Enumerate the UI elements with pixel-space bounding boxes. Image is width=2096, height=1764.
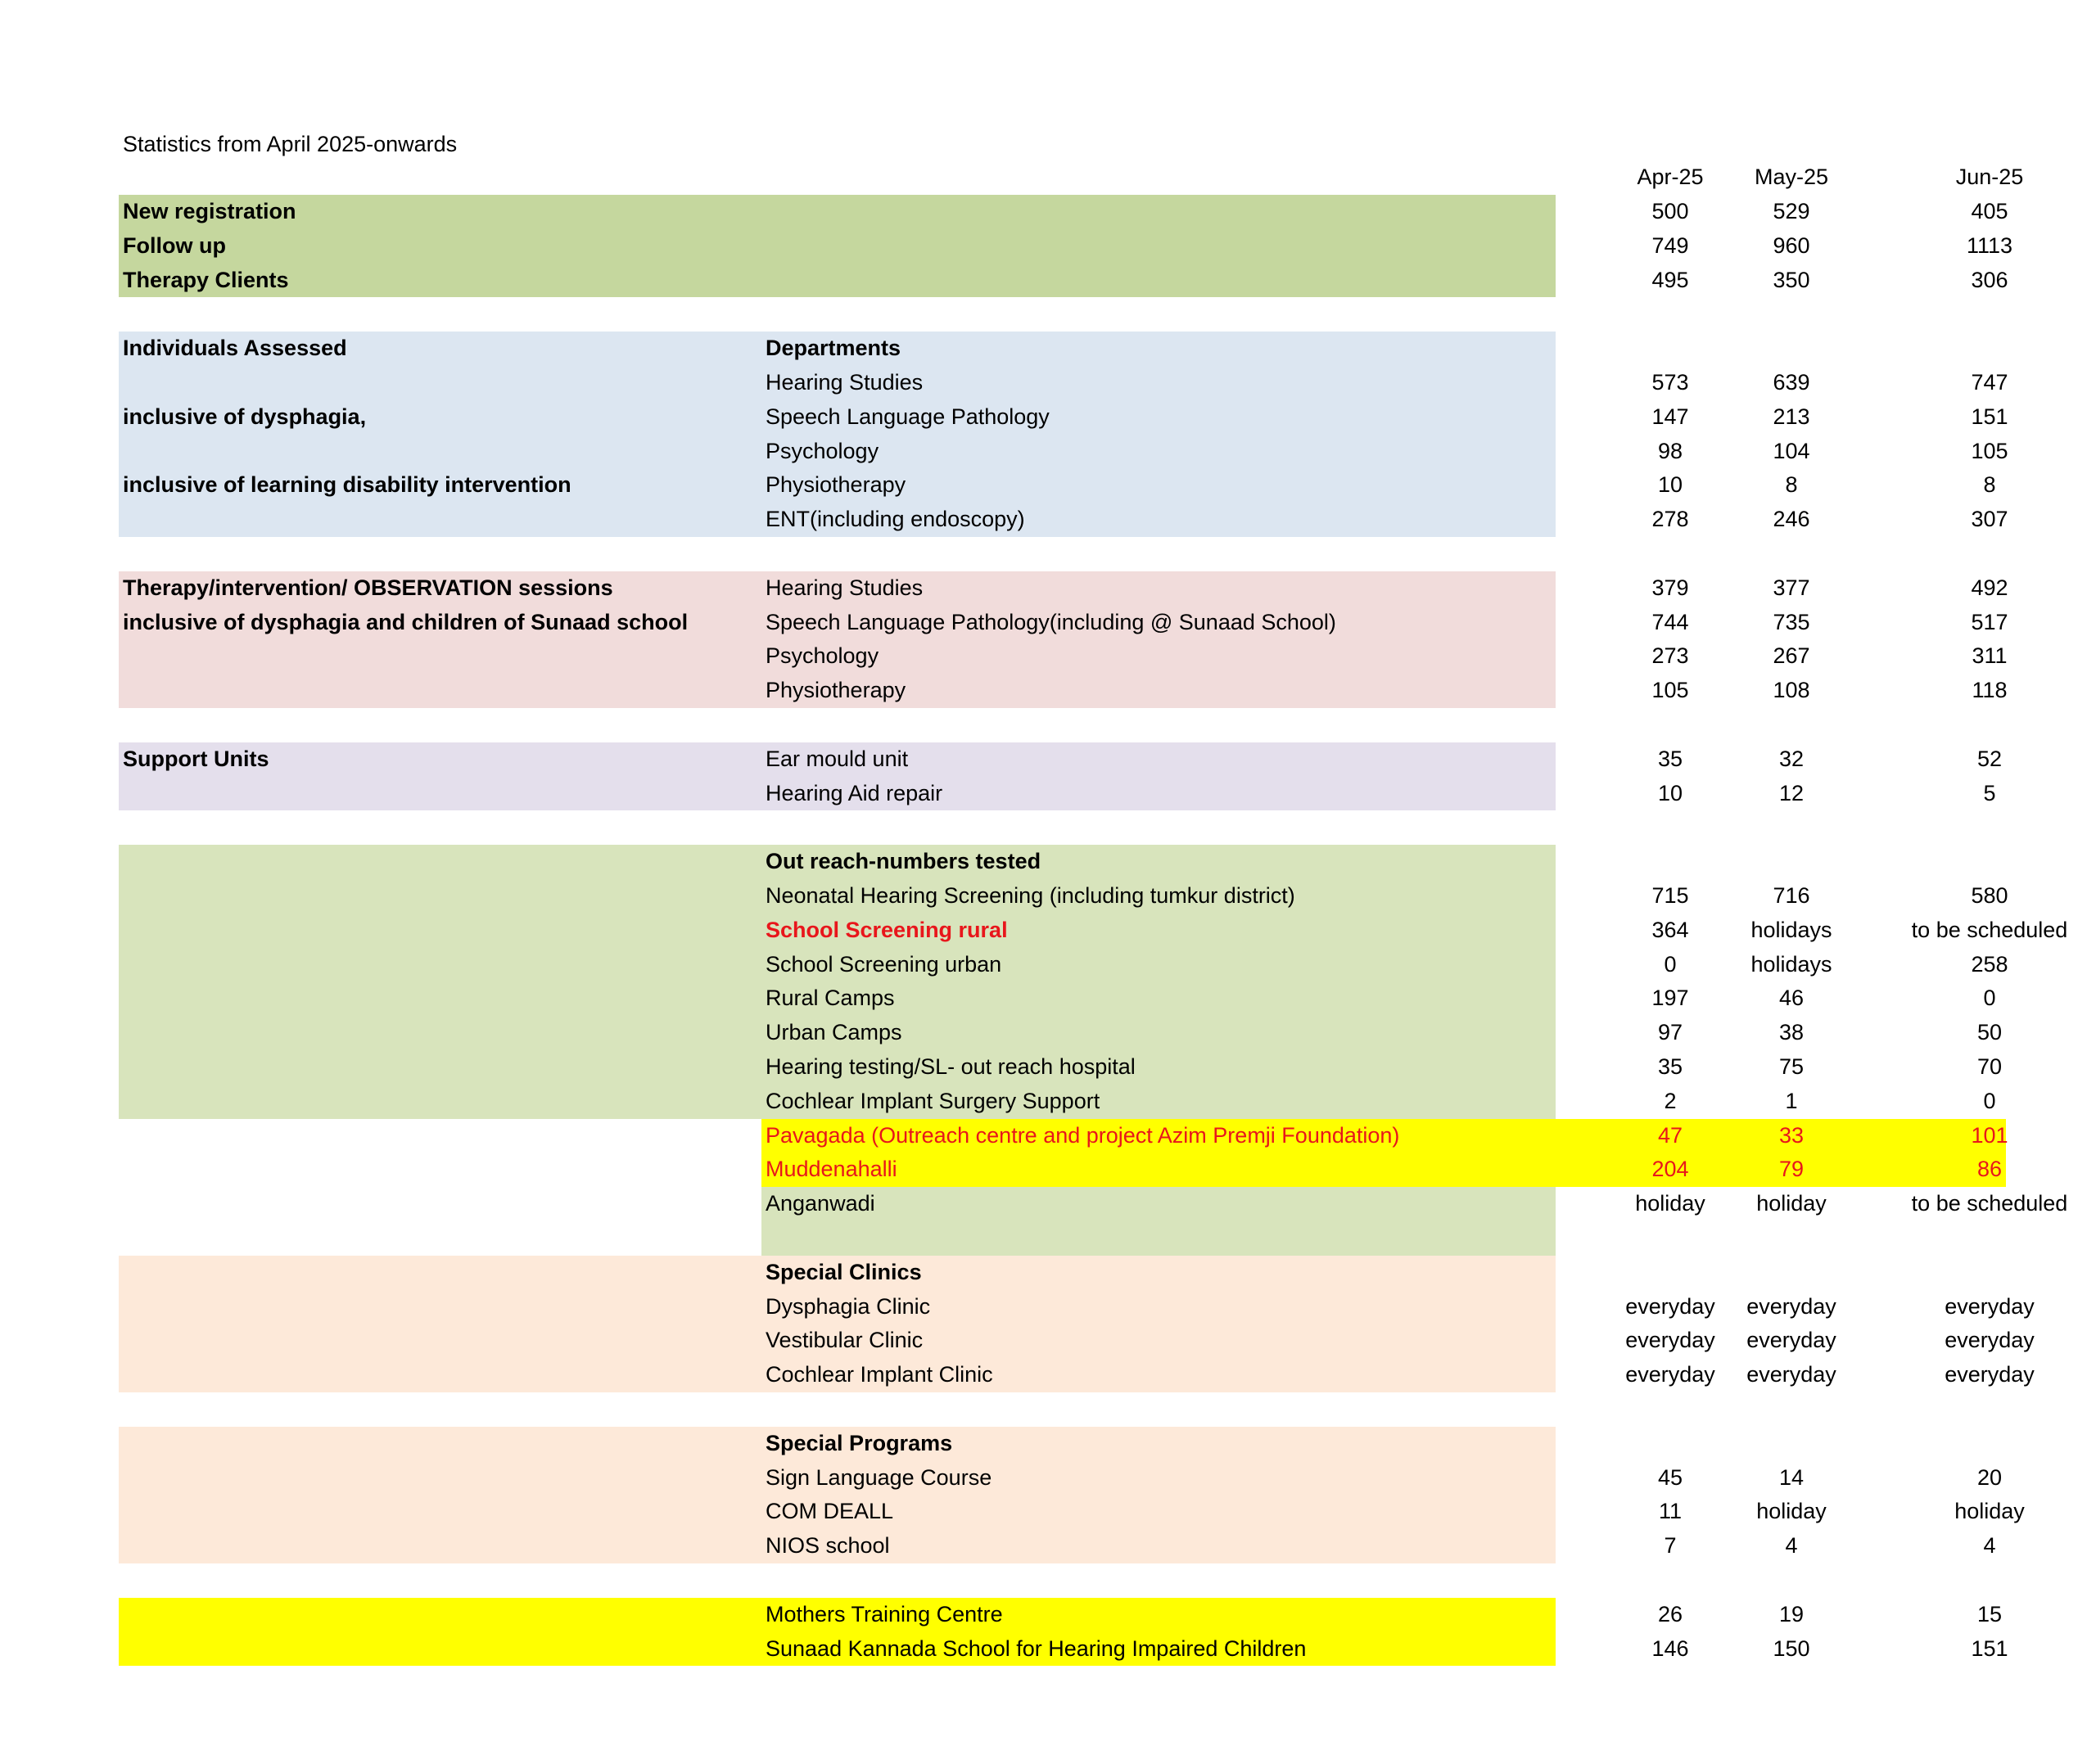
row-label: Physiotherapy [766,472,906,498]
row-value: 735 [1773,609,1810,634]
row-value: everyday [1945,1328,2035,1353]
row-value: 0 [1983,986,1996,1011]
row-value: to be scheduled [1911,917,2068,942]
row-label: Sign Language Course [766,1464,992,1490]
row-value: 204 [1651,1157,1689,1182]
row-value: 79 [1778,1157,1805,1182]
row-value: 19 [1778,1601,1805,1626]
row-value: everyday [1625,1293,1715,1319]
row-value: 273 [1651,643,1689,669]
row-value: 7 [1664,1533,1677,1559]
row-category: inclusive of learning disability intervention [123,472,571,498]
row-value: holiday [1756,1499,1827,1524]
row-value: 258 [1971,951,2008,977]
row-label: Psychology [766,438,879,463]
row-value: 307 [1971,507,2008,532]
row-label: Hearing Aid repair [766,780,943,805]
row-label: Ear mould unit [766,746,909,771]
row-value: 26 [1657,1601,1683,1626]
row-value: 529 [1773,199,1810,223]
row-value: holiday [1635,1191,1705,1216]
row-label: Cochlear Implant Surgery Support [766,1088,1100,1113]
row-label: ENT(including endoscopy) [766,507,1025,532]
row-value: 11 [1658,1499,1683,1524]
row-value: 0 [1664,951,1677,977]
row-value: 33 [1778,1122,1805,1148]
row-label: School Screening urban [766,951,1002,977]
row-label: Cochlear Implant Clinic [766,1362,993,1387]
row-label: Out reach-numbers tested [766,849,1041,874]
row-value: 150 [1773,1635,1810,1661]
row-value: 350 [1773,267,1810,292]
row-value: 118 [1972,678,2008,703]
row-value: 749 [1651,232,1689,258]
row-label: Psychology [766,643,879,669]
row-value: 105 [1971,438,2008,463]
row-value: 747 [1971,370,2008,395]
row-category: inclusive of dysphagia, [123,404,367,429]
row-value: 45 [1657,1464,1683,1490]
row-value: 580 [1971,883,2008,908]
row-value: 4 [1785,1533,1798,1559]
row-category: Support Units [123,746,269,771]
row-value: 267 [1773,643,1810,669]
row-value: 1113 [1966,232,2013,258]
row-label: School Screening rural [766,917,1008,942]
row-value: 35 [1657,746,1683,771]
row-category: Therapy/intervention/ OBSERVATION sessions [123,575,613,600]
row-value: 108 [1773,678,1810,703]
row-label: Hearing Studies [766,370,924,395]
band-outreach-anganwadi [761,1187,1556,1256]
row-value: holiday [1756,1191,1827,1216]
row-value: 2 [1664,1088,1677,1113]
row-value: 246 [1773,507,1810,532]
row-value: 495 [1651,267,1689,292]
row-label: Special Clinics [766,1259,922,1284]
row-value: 75 [1778,1054,1805,1079]
row-value: 4 [1983,1533,1996,1559]
row-label: Neonatal Hearing Screening (including tumkur district) [766,883,1295,908]
row-value: 573 [1651,370,1689,395]
row-value: 1 [1785,1088,1798,1113]
row-label: Hearing testing/SL- out reach hospital [766,1054,1136,1079]
row-value: 86 [1976,1157,2003,1182]
row-value: 492 [1971,575,2008,600]
row-category: Follow up [123,232,226,258]
row-value: 364 [1651,917,1689,942]
row-value: 716 [1773,883,1810,908]
month-header: May-25 [1754,165,1829,189]
row-value: holidays [1750,951,1832,977]
row-value: everyday [1746,1293,1836,1319]
row-value: to be scheduled [1911,1191,2068,1216]
row-label: Speech Language Pathology(including @ Sunaad School) [766,609,1336,634]
row-label: Anganwadi [766,1191,875,1216]
row-category: New registration [123,199,296,223]
row-value: everyday [1625,1362,1715,1387]
row-value: 405 [1971,199,2008,223]
row-value: 14 [1778,1464,1805,1490]
row-label: Sunaad Kannada School for Hearing Impaired Children [766,1635,1307,1661]
row-value: 98 [1657,438,1683,463]
row-value: everyday [1945,1362,2035,1387]
row-label: Dysphagia Clinic [766,1293,931,1319]
row-value: 8 [1983,472,1996,498]
row-value: everyday [1625,1328,1715,1353]
row-label: Mothers Training Centre [766,1601,1003,1626]
row-value: 639 [1773,370,1810,395]
row-value: everyday [1945,1293,2035,1319]
row-category: Individuals Assessed [123,336,347,361]
row-category: inclusive of dysphagia and children of Sunaad school [123,609,689,634]
row-value: 47 [1657,1122,1683,1148]
row-value: 960 [1773,232,1810,258]
row-label: Muddenahalli [766,1157,897,1182]
row-value: 38 [1778,1020,1805,1045]
row-value: 715 [1651,883,1689,908]
row-value: 500 [1651,199,1689,223]
row-value: 32 [1778,746,1805,771]
row-value: 377 [1773,575,1810,600]
row-value: 0 [1983,1088,1996,1113]
row-value: 213 [1773,404,1810,429]
row-value: 8 [1785,472,1798,498]
row-value: 306 [1971,267,2008,292]
row-value: 278 [1651,507,1689,532]
row-label: Speech Language Pathology [766,404,1050,429]
row-value: 10 [1657,472,1683,498]
row-label: Physiotherapy [766,678,906,703]
row-label: COM DEALL [766,1499,894,1524]
row-value: 104 [1773,438,1810,463]
row-label: Departments [766,336,901,361]
row-value: 311 [1972,643,2008,669]
row-value: 105 [1651,678,1689,703]
band-registration [119,195,1556,297]
page-title: Statistics from April 2025-onwards [123,132,458,156]
row-value: 151 [1971,404,2008,429]
row-value: everyday [1746,1328,1836,1353]
row-value: 46 [1778,986,1805,1011]
row-value: holiday [1954,1499,2025,1524]
row-value: 20 [1976,1464,2003,1490]
row-label: Vestibular Clinic [766,1328,924,1353]
row-value: holidays [1750,917,1832,942]
row-value: 35 [1657,1054,1683,1079]
row-value: everyday [1746,1362,1836,1387]
row-label: Special Programs [766,1430,953,1455]
row-value: 147 [1651,404,1689,429]
row-value: 101 [1971,1122,2008,1148]
row-value: 744 [1651,609,1689,634]
row-label: Urban Camps [766,1020,902,1045]
month-header: Jun-25 [1955,165,2024,189]
month-header: Apr-25 [1637,165,1704,189]
row-value: 151 [1971,1635,2008,1661]
row-value: 197 [1651,986,1689,1011]
row-value: 12 [1778,780,1805,805]
row-value: 15 [1976,1601,2003,1626]
row-label: NIOS school [766,1533,890,1559]
row-value: 10 [1657,780,1683,805]
row-value: 52 [1976,746,2003,771]
row-label: Pavagada (Outreach centre and project Azim Premji Foundation) [766,1122,1400,1148]
row-value: 5 [1983,780,1996,805]
row-value: 379 [1651,575,1689,600]
row-value: 70 [1976,1054,2003,1079]
row-value: 517 [1971,609,2008,634]
row-label: Hearing Studies [766,575,924,600]
row-value: 50 [1976,1020,2003,1045]
row-label: Rural Camps [766,986,895,1011]
row-value: 97 [1657,1020,1683,1045]
row-category: Therapy Clients [123,267,289,292]
row-value: 146 [1651,1635,1689,1661]
